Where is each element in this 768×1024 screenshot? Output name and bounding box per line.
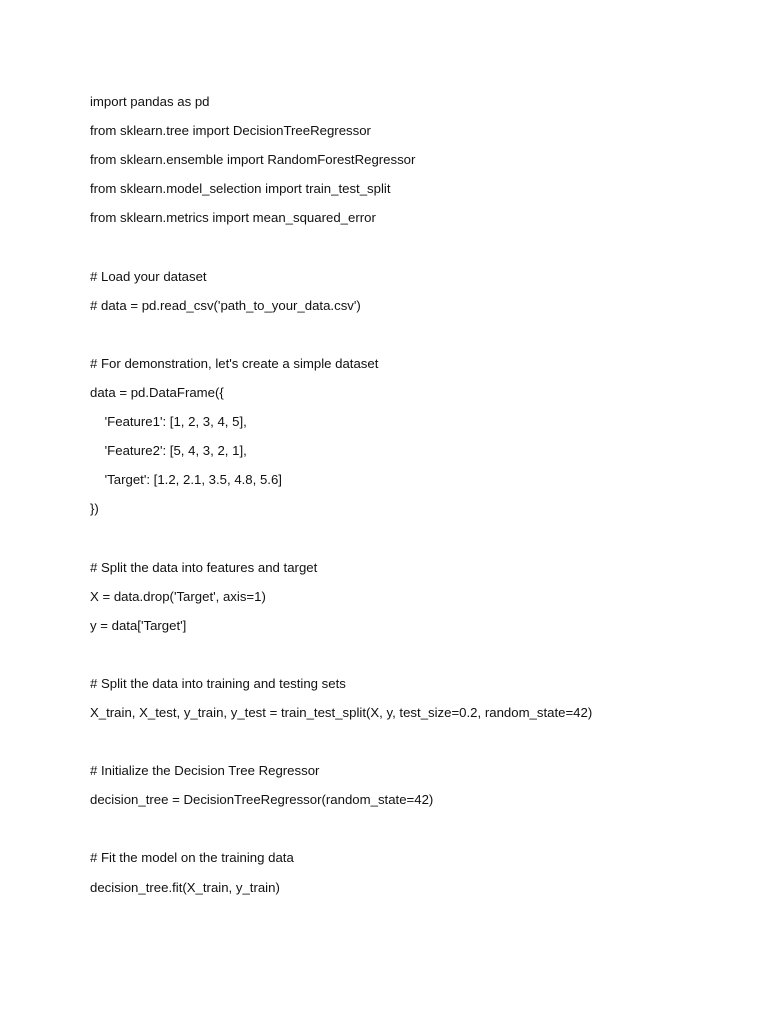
blank-line: [90, 819, 750, 848]
code-line: # data = pd.read_csv('path_to_your_data.csv'): [90, 297, 361, 313]
blank-line: [90, 645, 750, 674]
code-line: # For demonstration, let's create a simple dataset: [90, 355, 379, 371]
code-line: # Load your dataset: [90, 268, 207, 284]
code-line: X = data.drop('Target', axis=1): [90, 588, 266, 604]
blank-line: [90, 237, 750, 266]
code-line: # Split the data into training and testing sets: [90, 675, 346, 691]
code-line: # Split the data into features and target: [90, 559, 318, 575]
code-line: decision_tree = DecisionTreeRegressor(random_state=42): [90, 792, 434, 808]
code-line: from sklearn.model_selection import train_test_split: [90, 181, 391, 197]
code-line: y = data['Target']: [90, 617, 187, 633]
code-line: from sklearn.ensemble import RandomForestRegressor: [90, 152, 416, 168]
blank-line: [90, 732, 750, 761]
code-line: # Fit the model on the training data: [90, 850, 294, 866]
code-line: from sklearn.metrics import mean_squared_error: [90, 210, 376, 226]
code-line: decision_tree.fit(X_train, y_train): [90, 879, 280, 895]
code-line: X_train, X_test, y_train, y_test = train_test_split(X, y, test_size=0.2, random_state=42): [90, 704, 593, 720]
code-line: }): [90, 501, 99, 517]
code-line: from sklearn.tree import DecisionTreeRegressor: [90, 123, 371, 139]
code-line: data = pd.DataFrame({: [90, 384, 224, 400]
blank-line: [90, 325, 750, 354]
code-line: 'Feature1': [1, 2, 3, 4, 5],: [90, 414, 247, 430]
blank-line: [90, 528, 750, 557]
code-text-block: [90, 92, 750, 907]
code-line: # Initialize the Decision Tree Regressor: [90, 763, 320, 779]
code-line: 'Target': [1.2, 2.1, 3.5, 4.8, 5.6]: [90, 472, 282, 488]
code-line: import pandas as pd: [90, 94, 210, 109]
code-line: 'Feature2': [5, 4, 3, 2, 1],: [90, 443, 247, 459]
